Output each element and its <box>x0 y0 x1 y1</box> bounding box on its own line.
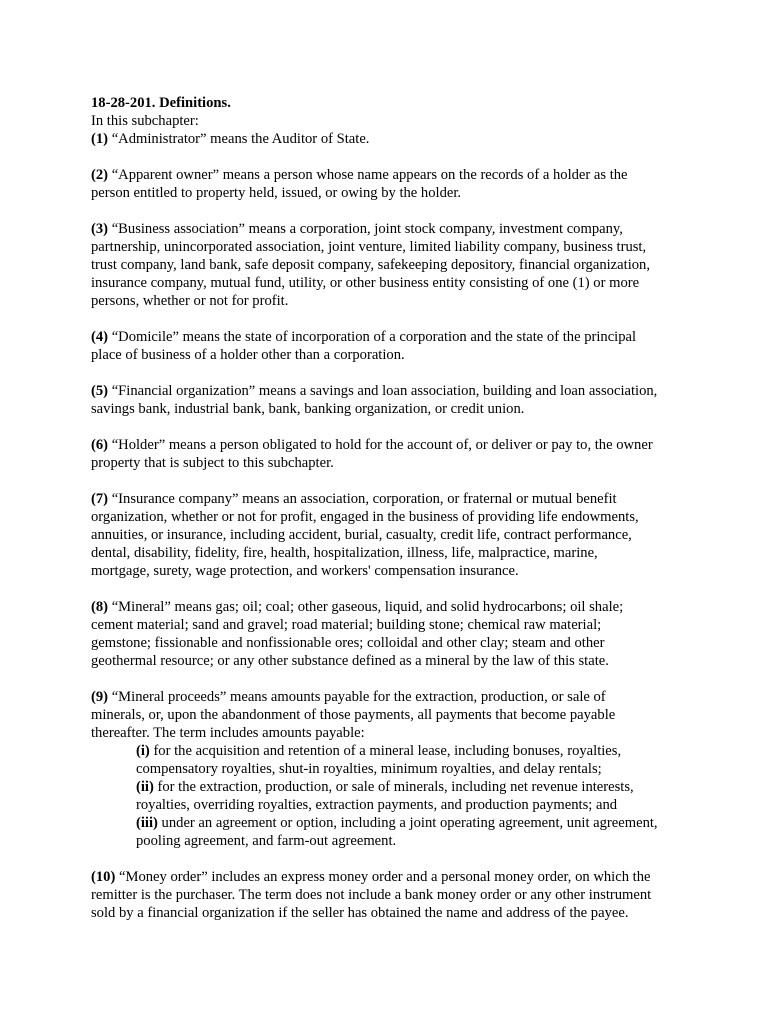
subitem-i <box>91 742 691 778</box>
subitem-text: compensatory royalties, shut-in royalties, minimum royalties, and delay rentals; <box>136 761 602 777</box>
definition-text: cement material; sand and gravel; road material; building stone; chemical raw material; <box>91 617 602 633</box>
subitem-text: for the acquisition and retention of a mineral lease, including bonuses, royalties, <box>153 743 622 759</box>
definition-9 <box>91 688 691 850</box>
definition-6 <box>91 436 691 472</box>
definition-7 <box>91 490 691 580</box>
definition-text: “Business association” means a corporation, joint stock company, investment company, <box>111 221 623 237</box>
definition-number: (1) <box>91 131 109 147</box>
definition-text: “Financial organization” means a savings and loan association, building and loan association, <box>111 383 658 399</box>
definition-text: person entitled to property held, issued, or owing by the holder. <box>91 185 462 201</box>
definition-text: thereafter. The term includes amounts payable: <box>91 725 365 741</box>
subitem-ii <box>91 778 691 814</box>
definition-number: (2) <box>91 167 109 183</box>
subitem-text: pooling agreement, and farm-out agreement. <box>136 833 397 849</box>
definition-text: organization, whether or not for profit, engaged in the business of providing life endowments, <box>91 509 639 525</box>
definition-text: “Insurance company” means an association, corporation, or fraternal or mutual benefit <box>111 491 617 507</box>
section-intro: In this subchapter: <box>91 113 199 129</box>
definition-number: (9) <box>91 689 109 705</box>
definition-3 <box>91 220 691 310</box>
definition-4 <box>91 328 691 364</box>
definition-2 <box>91 166 691 202</box>
definition-text: annuities, or insurance, including accident, burial, casualty, credit life, contract performance, <box>91 527 632 543</box>
definition-number: (10) <box>91 869 116 885</box>
definition-text: “Administrator” means the Auditor of State. <box>111 131 370 147</box>
definition-10 <box>91 868 691 922</box>
definition-text: partnership, unincorporated association, joint venture, limited liability company, business trust, <box>91 239 647 255</box>
definition-number: (4) <box>91 329 109 345</box>
definition-number: (7) <box>91 491 109 507</box>
document-page <box>91 94 691 922</box>
definition-text: mortgage, surety, wage protection, and workers' compensation insurance. <box>91 563 519 579</box>
definition-text: sold by a financial organization if the seller has obtained the name and address of the payee. <box>91 905 629 921</box>
definition-text: “Mineral proceeds” means amounts payable for the extraction, production, or sale of <box>111 689 606 705</box>
definition-text: trust company, land bank, safe deposit company, safekeeping depository, financial organization, <box>91 257 650 273</box>
definition-number: (5) <box>91 383 109 399</box>
definition-text: minerals, or, upon the abandonment of those payments, all payments that become payable <box>91 707 616 723</box>
definition-number: (6) <box>91 437 109 453</box>
subitem-iii <box>91 814 691 850</box>
definition-text: “Mineral” means gas; oil; coal; other gaseous, liquid, and solid hydrocarbons; oil shale; <box>111 599 624 615</box>
section-heading: 18-28-201. Definitions. <box>91 95 231 111</box>
definition-1 <box>91 130 691 148</box>
subitem-text: for the extraction, production, or sale of minerals, including net revenue interests, <box>157 779 634 795</box>
definition-8 <box>91 598 691 670</box>
definition-text: persons, whether or not for profit. <box>91 293 289 309</box>
definition-5 <box>91 382 691 418</box>
definition-text: property that is subject to this subchapter. <box>91 455 334 471</box>
definition-text: geothermal resource; or any other substance defined as a mineral by the law of this state. <box>91 653 609 669</box>
subitem-text: under an agreement or option, including a joint operating agreement, unit agreement, <box>161 815 658 831</box>
definition-text: “Apparent owner” means a person whose name appears on the records of a holder as the <box>111 167 628 183</box>
definition-text: gemstone; fissionable and nonfissionable ores; colloidal and other clay; steam and other <box>91 635 605 651</box>
definition-text: “Money order” includes an express money order and a personal money order, on which the <box>118 869 651 885</box>
subitem-number: (i) <box>136 743 150 759</box>
definition-number: (3) <box>91 221 109 237</box>
definition-text: dental, disability, fidelity, fire, health, hospitalization, illness, life, malpractice, marine, <box>91 545 598 561</box>
subitem-text: royalties, overriding royalties, extraction payments, and production payments; and <box>136 797 618 813</box>
definition-text: place of business of a holder other than a corporation. <box>91 347 405 363</box>
subitem-number: (iii) <box>136 815 158 831</box>
definition-text: savings bank, industrial bank, bank, banking organization, or credit union. <box>91 401 525 417</box>
definition-text: remitter is the purchaser. The term does not include a bank money order or any other instrument <box>91 887 652 903</box>
definition-text: “Holder” means a person obligated to hold for the account of, or deliver or pay to, the owner <box>111 437 653 453</box>
definition-number: (8) <box>91 599 109 615</box>
definition-text: “Domicile” means the state of incorporation of a corporation and the state of the principal <box>111 329 637 345</box>
subitem-number: (ii) <box>136 779 154 795</box>
definition-text: insurance company, mutual fund, utility, or other business entity consisting of one (1) or more <box>91 275 640 291</box>
